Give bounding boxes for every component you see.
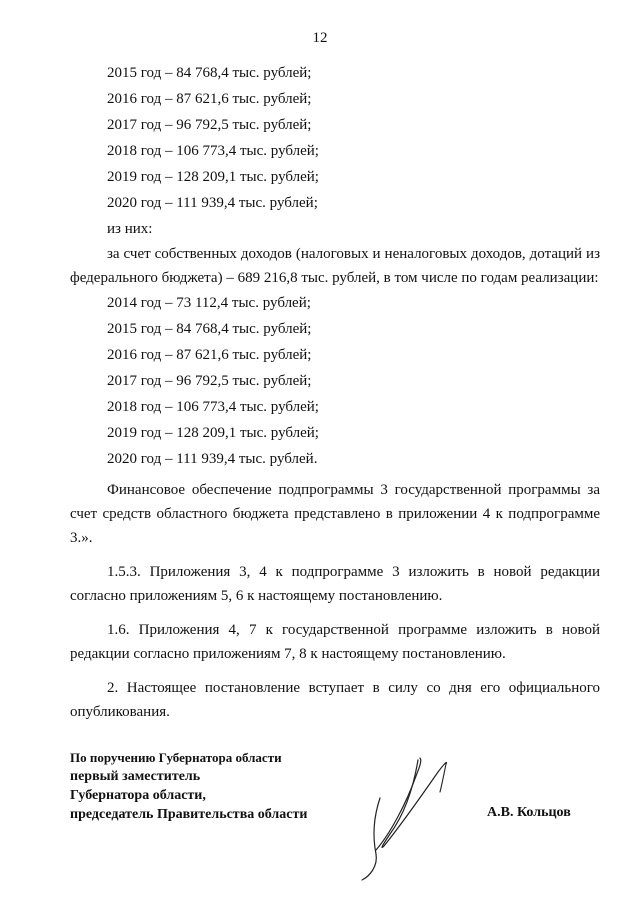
list-item: 2015 год – 84 768,4 тыс. рублей;: [107, 321, 312, 337]
spacer: [70, 550, 600, 560]
list-item: 2018 год – 106 773,4 тыс. рублей;: [107, 143, 319, 159]
signature-line-2: первый заместитель: [70, 769, 201, 784]
signature-line-4: председатель Правительства области: [70, 807, 308, 822]
signature-block: [70, 748, 307, 824]
list-item: 2014 год – 73 112,4 тыс. рублей;: [107, 295, 311, 311]
financing-paragraph: Финансовое обеспечение подпрограммы 3 государственной программы за счет средств областного бюджета представлено в приложении 4 к подпрограмме 3.».: [70, 482, 600, 546]
spacer: [70, 666, 600, 676]
list-item: 2020 год – 111 939,4 тыс. рублей.: [107, 451, 318, 467]
list-item: 2016 год – 87 621,6 тыс. рублей;: [107, 91, 312, 107]
signature-line-1: По поручению Губернатора области: [70, 750, 282, 765]
item-1-5-3: 1.5.3. Приложения 3, 4 к подпрограмме 3 изложить в новой редакции согласно приложениям 5, 6 к настоящему постановлению.: [70, 564, 600, 604]
list-item: 2017 год – 96 792,5 тыс. рублей;: [107, 373, 312, 389]
item-1-6: 1.6. Приложения 4, 7 к государственной программе изложить в новой редакции согласно приложениям 7, 8 к настоящему постановлению.: [70, 622, 600, 662]
list-item: 2016 год – 87 621,6 тыс. рублей;: [107, 347, 312, 363]
budget-years-list-2: [70, 290, 600, 472]
signature-line-3: Губернатора области,: [70, 788, 206, 803]
iz-nih-label: из них:: [107, 221, 153, 237]
item-2: 2. Настоящее постановление вступает в силу со дня его официального опубликования.: [70, 680, 600, 720]
signatory-name: А.В. Кольцов: [487, 805, 571, 820]
handwritten-signature: [350, 754, 460, 884]
list-item: 2020 год – 111 939,4 тыс. рублей;: [107, 195, 318, 211]
budget-years-list-1: [70, 60, 600, 216]
own-income-paragraph: за счет собственных доходов (налоговых и неналоговых доходов, дотаций из федерального бюджета) – 689 216,8 тыс. рублей, в том числе по годам реализации:: [70, 246, 600, 286]
page-number: 12: [312, 30, 328, 46]
list-item: 2019 год – 128 209,1 тыс. рублей;: [107, 425, 319, 441]
document-body: [70, 60, 600, 724]
list-item: 2017 год – 96 792,5 тыс. рублей;: [107, 117, 312, 133]
list-item: 2018 год – 106 773,4 тыс. рублей;: [107, 399, 319, 415]
list-item: 2015 год – 84 768,4 тыс. рублей;: [107, 65, 312, 81]
spacer: [70, 608, 600, 618]
list-item: 2019 год – 128 209,1 тыс. рублей;: [107, 169, 319, 185]
